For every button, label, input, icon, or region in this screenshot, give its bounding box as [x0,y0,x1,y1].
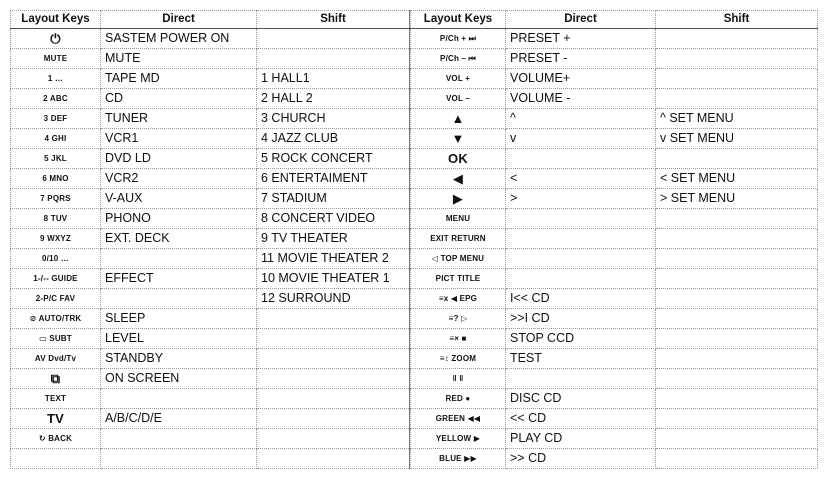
shift-cell: ^ SET MENU [656,109,818,129]
shift-cell [656,29,818,49]
table-row [411,309,818,329]
table-row [411,269,818,289]
key-cell: EXIT RETURN [411,229,506,249]
direct-cell: VOLUME+ [506,69,656,89]
direct-cell [506,149,656,169]
key-cell: PICT TITLE [411,269,506,289]
table-row [411,49,818,69]
table-row [11,129,410,149]
shift-cell [656,209,818,229]
direct-cell: MUTE [101,49,257,69]
table-row [11,149,410,169]
direct-cell [101,389,257,409]
table-row [11,249,410,269]
table-row [411,149,818,169]
direct-cell: EXT. DECK [101,229,257,249]
direct-cell: SASTEM POWER ON [101,29,257,49]
table-row [411,69,818,89]
table-row [11,189,410,209]
table-row [11,389,410,409]
left-key-table [10,10,410,469]
table-row [11,289,410,309]
table-row [11,29,410,49]
table-row [411,349,818,369]
key-cell: 3 DEF [11,109,101,129]
table-row [411,189,818,209]
direct-cell [101,429,257,449]
key-cell: TEXT [11,389,101,409]
shift-cell: > SET MENU [656,189,818,209]
header-shift: Shift [257,11,410,29]
key-cell: ▲ [411,109,506,129]
shift-cell: 5 ROCK CONCERT [257,149,410,169]
remote-key-table [10,10,818,469]
direct-cell: >> CD [506,449,656,469]
key-cell: ≡↕ ZOOM [411,349,506,369]
direct-cell: PHONO [101,209,257,229]
shift-cell [656,449,818,469]
direct-cell: PRESET + [506,29,656,49]
key-cell: ▭ SUBT [11,329,101,349]
key-cell: VOL – [411,89,506,109]
shift-cell: 6 ENTERTAIMENT [257,169,410,189]
table-row [11,49,410,69]
key-cell: GREEN ◀◀ [411,409,506,429]
table-row [411,289,818,309]
table-row [11,109,410,129]
key-cell: ⊘ AUTO/TRK [11,309,101,329]
table-row [11,409,410,429]
shift-cell [656,329,818,349]
table-row [411,409,818,429]
table-row [11,369,410,389]
direct-cell: PRESET - [506,49,656,69]
direct-cell: v [506,129,656,149]
direct-cell: > [506,189,656,209]
key-cell: 2-P/C FAV [11,289,101,309]
left-table-body [11,29,410,469]
key-cell: P/Ch – ⏮ [411,49,506,69]
shift-cell [656,389,818,409]
direct-cell: ON SCREEN [101,369,257,389]
shift-cell [656,349,818,369]
direct-cell: ^ [506,109,656,129]
key-cell: 8 TUV [11,209,101,229]
table-row [411,209,818,229]
key-cell: MUTE [11,49,101,69]
key-cell: BLUE ▶▶ [411,449,506,469]
shift-cell: 11 MOVIE THEATER 2 [257,249,410,269]
direct-cell: << CD [506,409,656,429]
table-row [11,209,410,229]
shift-cell [656,289,818,309]
header-row [411,11,818,29]
direct-cell: PLAY CD [506,429,656,449]
table-row [411,29,818,49]
direct-cell: SLEEP [101,309,257,329]
shift-cell: 3 CHURCH [257,109,410,129]
shift-cell [656,229,818,249]
shift-cell [656,429,818,449]
direct-cell: CD [101,89,257,109]
shift-cell [656,369,818,389]
direct-cell [506,249,656,269]
direct-cell: STOP CCD [506,329,656,349]
table-row [11,269,410,289]
header-row [11,11,410,29]
table-row [411,369,818,389]
key-cell: ≡× ■ [411,329,506,349]
header-layout-keys: Layout Keys [411,11,506,29]
direct-cell: I<< CD [506,289,656,309]
table-row [11,349,410,369]
shift-cell [257,389,410,409]
key-cell: VOL + [411,69,506,89]
table-row [411,449,818,469]
key-cell: 1 … [11,69,101,89]
shift-cell [257,369,410,389]
key-cell: ◀ [411,169,506,189]
direct-cell [506,209,656,229]
shift-cell: 8 CONCERT VIDEO [257,209,410,229]
direct-cell [506,229,656,249]
header-layout-keys: Layout Keys [11,11,101,29]
direct-cell: A/B/C/D/E [101,409,257,429]
key-cell: MENU [411,209,506,229]
shift-cell [257,449,410,469]
shift-cell [257,29,410,49]
shift-cell [257,349,410,369]
key-cell: 6 MNO [11,169,101,189]
key-cell: ≡x ◀ EPG [411,289,506,309]
key-cell: ▼ [411,129,506,149]
key-cell: ◁ TOP MENU [411,249,506,269]
shift-cell: 2 HALL 2 [257,89,410,109]
direct-cell: < [506,169,656,189]
direct-cell: >>I CD [506,309,656,329]
key-cell: RED ● [411,389,506,409]
table-row [411,329,818,349]
direct-cell [506,369,656,389]
direct-cell [101,289,257,309]
key-cell: 7 PQRS [11,189,101,209]
shift-cell: 10 MOVIE THEATER 1 [257,269,410,289]
shift-cell [656,309,818,329]
table-row [411,249,818,269]
shift-cell [656,69,818,89]
table-row [411,89,818,109]
direct-cell: DVD LD [101,149,257,169]
direct-cell: TAPE MD [101,69,257,89]
shift-cell [257,309,410,329]
direct-cell: STANDBY [101,349,257,369]
shift-cell: 7 STADIUM [257,189,410,209]
key-cell: 5 JKL [11,149,101,169]
direct-cell: EFFECT [101,269,257,289]
shift-cell [656,149,818,169]
key-cell: TV [11,409,101,429]
key-cell: ≡? ▷ [411,309,506,329]
table-row [411,429,818,449]
key-cell: AV Dvd/Tv [11,349,101,369]
shift-cell: < SET MENU [656,169,818,189]
direct-cell: VOLUME - [506,89,656,109]
shift-cell [656,49,818,69]
direct-cell [101,449,257,469]
key-cell: 4 GHI [11,129,101,149]
direct-cell [101,249,257,269]
table-row [11,449,410,469]
direct-cell: TEST [506,349,656,369]
header-shift: Shift [656,11,818,29]
table-row [11,429,410,449]
direct-cell: V-AUX [101,189,257,209]
key-cell: ⏻ [11,29,101,49]
direct-cell: TUNER [101,109,257,129]
direct-cell: LEVEL [101,329,257,349]
shift-cell [257,409,410,429]
key-cell: ▶ [411,189,506,209]
table-row [11,329,410,349]
key-cell: P/Ch + ⏭ [411,29,506,49]
key-cell: 9 WXYZ [11,229,101,249]
direct-cell: DISC CD [506,389,656,409]
table-row [11,229,410,249]
table-row [411,109,818,129]
table-row [411,169,818,189]
header-direct: Direct [506,11,656,29]
right-table-body [411,29,818,469]
shift-cell [257,429,410,449]
table-row [11,169,410,189]
key-cell [11,449,101,469]
shift-cell [656,249,818,269]
shift-cell: 1 HALL1 [257,69,410,89]
key-cell: OK [411,149,506,169]
key-cell: ‖ ‖ [411,369,506,389]
key-cell: ↻ BACK [11,429,101,449]
key-cell: ⧉ [11,369,101,389]
table-row [411,389,818,409]
shift-cell [656,409,818,429]
shift-cell: v SET MENU [656,129,818,149]
table-row [11,69,410,89]
right-key-table [410,10,818,469]
shift-cell: 12 SURROUND [257,289,410,309]
key-cell: 1-/-- GUIDE [11,269,101,289]
direct-cell: VCR1 [101,129,257,149]
table-row [11,89,410,109]
shift-cell [656,269,818,289]
shift-cell: 9 TV THEATER [257,229,410,249]
shift-cell: 4 JAZZ CLUB [257,129,410,149]
key-cell: 2 ABC [11,89,101,109]
key-cell: YELLOW ▶ [411,429,506,449]
shift-cell [656,89,818,109]
shift-cell [257,49,410,69]
table-row [11,309,410,329]
direct-cell: VCR2 [101,169,257,189]
header-direct: Direct [101,11,257,29]
table-row [411,129,818,149]
direct-cell [506,269,656,289]
key-cell: 0/10 … [11,249,101,269]
table-row [411,229,818,249]
shift-cell [257,329,410,349]
